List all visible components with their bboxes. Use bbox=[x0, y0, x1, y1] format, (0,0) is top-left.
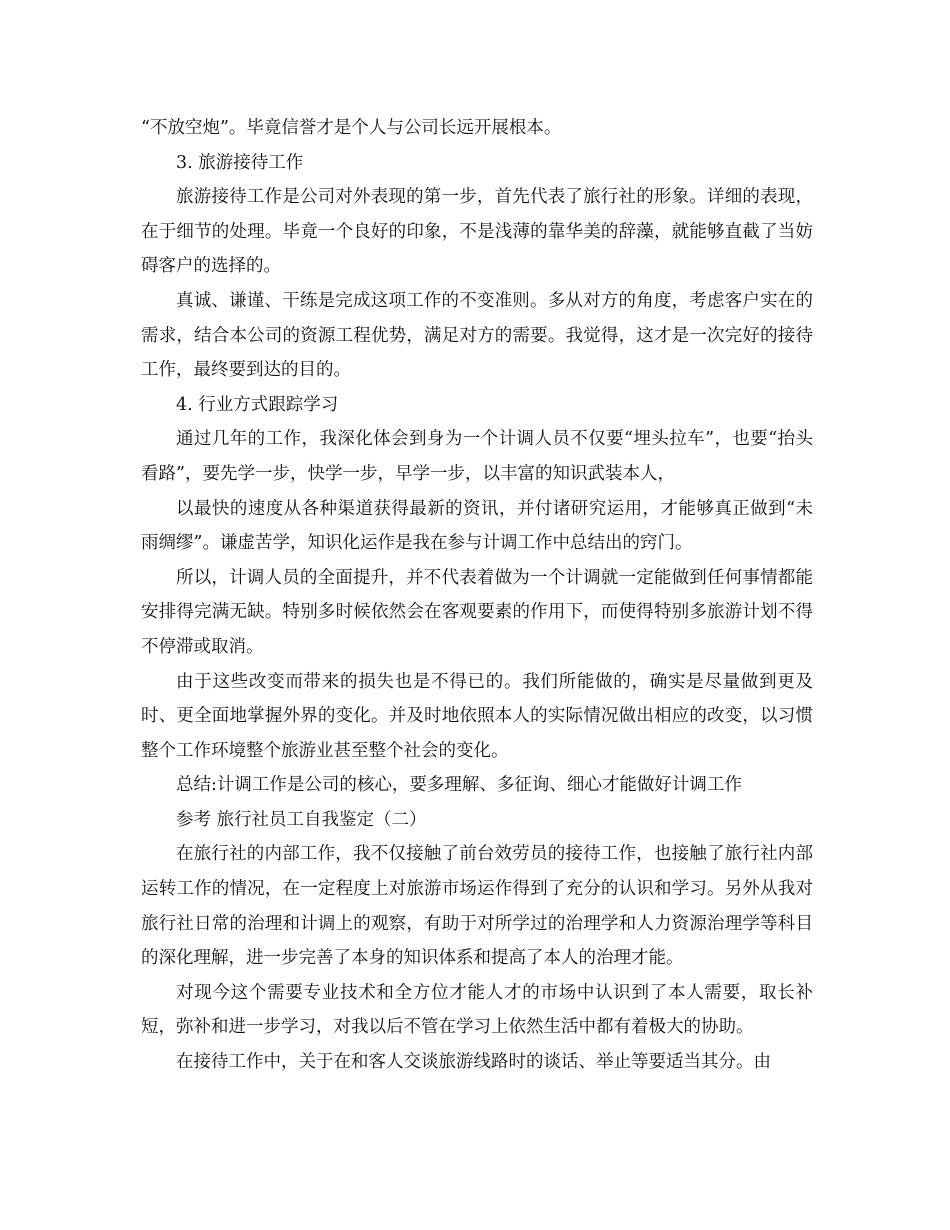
section-heading-industry-learning: 4. 行业方式跟踪学习 bbox=[176, 394, 339, 415]
paragraph: 所以，计调人员的全面提升，并不代表着做为一个计调就一定能做到任何事情都能安排得完满无缺。特别多时候依然会在客观要素的作用下，而使得特别多旅游计划不得不停滞或取消。 bbox=[141, 567, 813, 657]
paragraph: 在旅行社的内部工作，我不仅接触了前台效劳员的接待工作，也接触了旅行社内部运转工作的情况，在一定程度上对旅游市场运作得到了充分的认识和学习。另外从我对旅行社日常的治理和计调上的观察，有助于对所学过的治理学和人力资源治理学等科目的深化理解，进一步完善了本身的知识体系和提高了本人的治理才能。 bbox=[141, 844, 813, 969]
summary-paragraph: 总结:计调工作是公司的核心，要多理解、多征询、细心才能做好计调工作 bbox=[176, 775, 742, 796]
paragraph: 旅游接待工作是公司对外表现的第一步，首先代表了旅行社的形象。详细的表现，在于细节的处理。毕竟一个良好的印象，不是浅薄的靠华美的辞藻，就能够直截了当妨碍客户的选择的。 bbox=[141, 187, 813, 277]
section-heading-reference-two: 参考 旅行社员工自我鉴定（二） bbox=[176, 809, 427, 830]
paragraph: 以最快的速度从各种渠道获得最新的资讯，并付诸研究运用，才能够真正做到“未雨绸缪”。谦虚苦学，知识化运作是我在参与计调工作中总结出的窍门。 bbox=[141, 498, 813, 554]
paragraph: 真诚、谦谨、干练是完成这项工作的不变准则。多从对方的角度，考虑客户实在的需求，结合本公司的资源工程优势，满足对方的需要。我觉得，这才是一次完好的接待工作，最终要到达的目的。 bbox=[141, 290, 813, 381]
paragraph: 通过几年的工作，我深化体会到身为一个计调人员不仅要“埋头拉车”，也要“抬头看路”，要先学一步，快学一步，早学一步，以丰富的知识武装本人， bbox=[141, 429, 813, 484]
paragraph-continuation: “不放空炮”。毕竟信誉才是个人与公司长远开展根本。 bbox=[141, 118, 562, 138]
paragraph: 对现今这个需要专业技术和全方位才能人才的市场中认识到了本人需要，取长补短，弥补和进一步学习，对我以后不管在学习上依然生活中都有着极大的协助。 bbox=[141, 982, 813, 1038]
section-heading-reception: 3. 旅游接待工作 bbox=[176, 152, 304, 173]
paragraph: 由于这些改变而带来的损失也是不得已的。我们所能做的，确实是尽量做到更及时、更全面地掌握外界的变化。并及时地依照本人的实际情况做出相应的改变，以习惯整个工作环境整个旅游业甚至整个社会的变化。 bbox=[141, 671, 813, 761]
paragraph: 在接待工作中，关于在和客人交谈旅游线路时的谈话、举止等要适当其分。由 bbox=[176, 1052, 771, 1073]
document-page bbox=[141, 111, 813, 1080]
